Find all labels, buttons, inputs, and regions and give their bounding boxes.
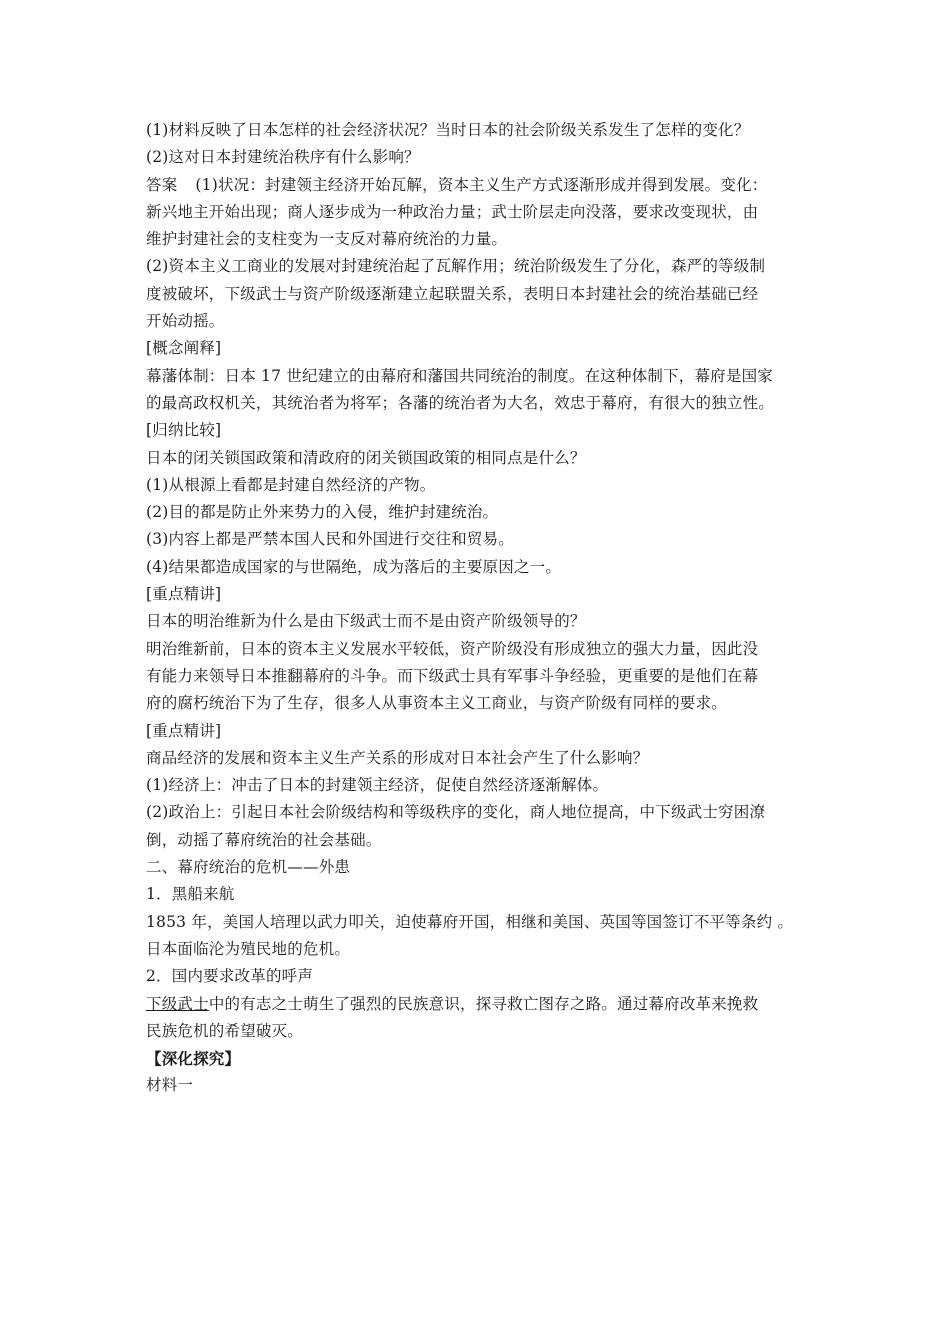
key-2-point-2a: (2)政治上：引起日本社会阶级结构和等级秩序的变化，商人地位提高，中下级武士穷困潦 xyxy=(146,803,766,822)
subsection-1-line-2: 日本面临沦为殖民地的危机。 xyxy=(146,939,351,958)
deep-inquiry-heading: 【深化探究】 xyxy=(146,1049,241,1069)
document-page xyxy=(146,117,816,1100)
key-1-line-2: 有能力来领导日本推翻幕府的斗争。而下级武士具有军事斗争经验，更重要的是他们在幕 xyxy=(146,666,759,685)
answer-text-1: (1)状况：封建领主经济开始瓦解，资本主义生产方式逐渐形成并得到发展。变化： xyxy=(195,175,768,194)
answer-line-4: (2)资本主义工商业的发展对封建统治起了瓦解作用；统治阶级发生了分化，森严的等级制 xyxy=(146,257,766,276)
subsection-2-line-1 xyxy=(146,991,816,1018)
answer-line-3: 维护封建社会的支柱变为一支反对幕府统治的力量。 xyxy=(146,230,508,249)
section-heading-concept: [概念阐释] xyxy=(146,339,222,358)
subsection-1-line-1: 1853 年，美国人培理以武力叩关，迫使幕府开国，相继和美国、英国等国签订不平等条约 。 xyxy=(146,912,794,931)
answer-line-6: 开始动摇。 xyxy=(146,312,225,331)
section-heading-compare: [归纳比较] xyxy=(146,421,222,440)
key-1-question: 日本的明治维新为什么是由下级武士而不是由资产阶级领导的？ xyxy=(146,612,586,631)
answer-line-1 xyxy=(146,172,816,199)
subsection-2-line-2: 民族危机的希望破灭。 xyxy=(146,1021,304,1040)
concept-line-2: 的最高政权机关，其统治者为将军；各藩的统治者为大名，效忠于幕府，有很大的独立性。 xyxy=(146,393,775,412)
subsection-2-line-1-text: 中的有志之士萌生了强烈的民族意识，探寻救亡图存之路。通过幕府改革来挽救 xyxy=(208,994,759,1013)
concept-line-1: 幕藩体制：日本 17 世纪建立的由幕府和藩国共同统治的制度。在这种体制下，幕府是国家 xyxy=(146,366,773,385)
compare-point-3: (3)内容上都是严禁本国人民和外国进行交往和贸易。 xyxy=(146,530,514,549)
compare-point-2: (2)目的都是防止外来势力的入侵，维护封建统治。 xyxy=(146,503,499,522)
material-one-label: 材料一 xyxy=(146,1076,194,1095)
section-title-2: 二、幕府统治的危机——外患 xyxy=(146,858,351,877)
question-2: (2)这对日本封建统治秩序有什么影响？ xyxy=(146,148,420,167)
key-1-line-3: 府的腐朽统治下为了生存，很多人从事资本主义工商业，与资产阶级有同样的要求。 xyxy=(146,694,727,713)
underlined-term: 下级武士 xyxy=(146,994,209,1013)
subsection-1-title: 1．黑船来航 xyxy=(146,885,235,904)
key-2-point-1: (1)经济上：冲击了日本的封建领主经济，促使自然经济逐渐解体。 xyxy=(146,776,609,795)
question-1: (1)材料反映了日本怎样的社会经济状况？当时日本的社会阶级关系发生了怎样的变化？ xyxy=(146,121,750,139)
compare-question: 日本的闭关锁国政策和清政府的闭关锁国政策的相同点是什么？ xyxy=(146,448,586,467)
key-2-point-2b: 倒，动摇了幕府统治的社会基础。 xyxy=(146,830,382,849)
answer-label: 答案 xyxy=(146,175,178,194)
compare-point-1: (1)从根源上看都是封建自然经济的产物。 xyxy=(146,475,436,494)
section-heading-key-2: [重点精讲] xyxy=(146,721,222,740)
key-2-question: 商品经济的发展和资本主义生产关系的形成对日本社会产生了什么影响？ xyxy=(146,748,649,767)
answer-line-2: 新兴地主开始出现；商人逐步成为一种政治力量；武士阶层走向没落，要求改变现状，由 xyxy=(146,202,759,221)
subsection-2-title: 2．国内要求改革的呼声 xyxy=(146,967,314,986)
section-heading-key-1: [重点精讲] xyxy=(146,585,222,604)
compare-point-4: (4)结果都造成国家的与世隔绝，成为落后的主要原因之一。 xyxy=(146,557,562,576)
answer-line-5: 度被破坏，下级武士与资产阶级逐渐建立起联盟关系，表明日本封建社会的统治基础已经 xyxy=(146,284,759,303)
key-1-line-1: 明治维新前，日本的资本主义发展水平较低，资产阶级没有形成独立的强大力量，因此没 xyxy=(146,639,759,658)
